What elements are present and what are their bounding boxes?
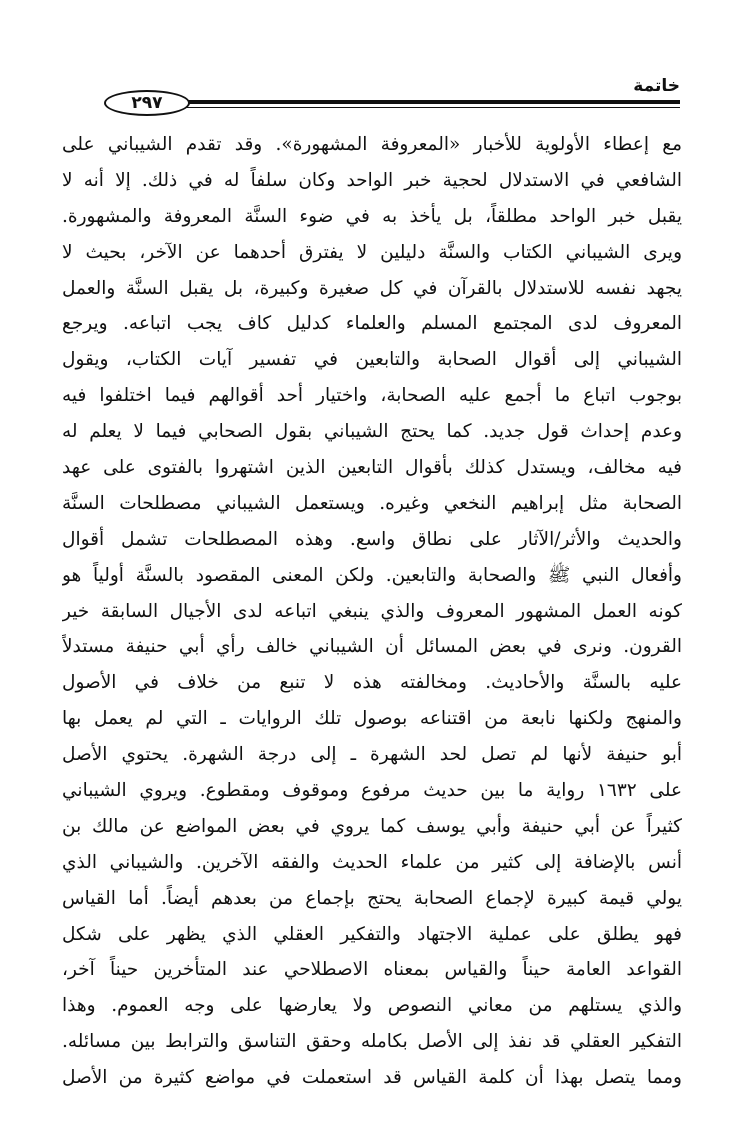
text-line: التفكير العقلي قد نفذ إلى الأصل بكامله وحقق التناسق والترابط بين مسائله.	[62, 1031, 682, 1053]
text-line: مع إعطاء الأولوية للأخبار «المعروفة المشهورة». وقد تقدم الشيباني على	[62, 134, 682, 155]
text-line: القواعد العامة حيناً والقياس بمعناه الاصطلاحي عند المتأخرين حيناً آخر،	[62, 959, 682, 981]
text-line: الصحابة مثل إبراهيم النخعي وغيره. ويستعمل الشيباني مصطلحات السنَّة	[62, 492, 682, 514]
text-line: يولي قيمة كبيرة لإجماع الصحابة يحتج بإجماع من بعدهم أيضاً. أما القياس	[62, 887, 682, 909]
text-line: والحديث والأثر/الآثار على نطاق واسع. وهذه المصطلحات تشمل أقوال	[62, 528, 682, 550]
text-line: الشيباني إلى أقوال الصحابة والتابعين في تفسير آيات الكتاب، ويقول	[62, 349, 682, 371]
text-line: وعدم إحداث قول جديد. كما يحتج الشيباني بقول الصحابي فيما لا يعلم له	[62, 421, 682, 443]
chapter-title: خاتمة	[633, 76, 680, 96]
text-line: ويرى الشيباني الكتاب والسنَّة دليلين لا يفترق أحدهما عن الآخر، بحيث لا	[62, 241, 682, 263]
text-line: والذي يستلهم من معاني النصوص ولا يعارضها على وجه العموم. وهذا	[62, 995, 682, 1017]
header-rule-thick	[182, 100, 680, 104]
page-number-oval	[104, 90, 190, 116]
header-rule-thin	[182, 107, 680, 108]
page-header	[66, 74, 680, 114]
text-line: يقبل خبر الواحد مطلقاً، بل يأخذ به في ضوء السنَّة المعروفة والمشهورة.	[62, 205, 682, 227]
body-text	[62, 127, 682, 1096]
text-line: عليه بالسنَّة والأحاديث. ومخالفته هذه لا تنبع من خلاف في الأصول	[62, 672, 682, 694]
text-line: أبو حنيفة لأنها لم تصل لحد الشهرة ـ إلى درجة الشهرة. يحتوي الأصل	[62, 744, 682, 766]
text-line: على ١٦٣٢ رواية ما بين حديث مرفوع وموقوف ومقطوع. ويروي الشيباني	[62, 780, 682, 802]
text-line: فيه مخالف، ويستدل كذلك بأقوال التابعين الذين اشتهروا بالفتوى على عهد	[62, 457, 682, 479]
text-line: الشافعي في الاستدلال لحجية خبر الواحد وكان سلفاً له في ذلك. إلا أنه لا	[62, 169, 682, 191]
text-line: وأفعال النبي ﷺ والصحابة والتابعين. ولكن المعنى المقصود بالسنَّة أولياً هو	[62, 564, 682, 586]
text-line: أنس بالإضافة إلى كثير من علماء الحديث والفقه الآخرين. والشيباني الذي	[62, 851, 682, 873]
text-line: بوجوب اتباع ما أجمع عليه الصحابة، واختيار أحد أقوالهم فيما اختلفوا فيه	[62, 385, 682, 407]
text-line: المعروف لدى المجتمع المسلم والعلماء كدليل كاف يجب اتباعه. ويرجع	[62, 313, 682, 335]
text-line: ومما يتصل بهذا أن كلمة القياس قد استعملت في مواضع كثيرة من الأصل	[62, 1067, 682, 1089]
text-line: يجهد نفسه للاستدلال بالقرآن في كل صغيرة وكبيرة، بل يقبل السنَّة والعمل	[62, 277, 682, 299]
text-line: فهو يطلق على عملية الاجتهاد والتفكير العقلي الذي يظهر على شكل	[62, 923, 682, 945]
text-line: والمنهج ولكنها نابعة من اقتناعه بوصول تلك الروايات ـ التي لم يعمل بها	[62, 708, 682, 730]
text-line: كونه العمل المشهور المعروف والذي ينبغي اتباعه لدى الأجيال السابقة خير	[62, 600, 682, 622]
text-line: كثيراً عن أبي حنيفة وأبي يوسف كما يروي في بعض المواضع عن مالك بن	[62, 815, 682, 837]
page-number: ٢٩٧	[131, 93, 163, 113]
text-line: القرون. ونرى في بعض المسائل أن الشيباني خالف رأي أبي حنيفة مستدلاً	[62, 636, 682, 658]
